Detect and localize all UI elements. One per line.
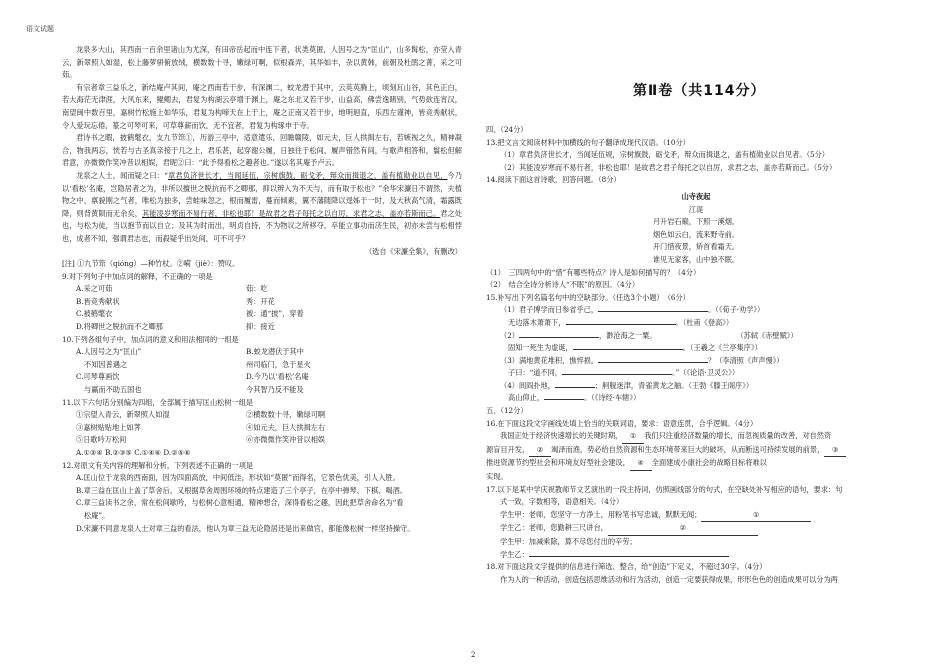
q15-2a: （2） — [500, 330, 519, 340]
notes: [注] ①九节筇（qióng）—种竹杖。②嗬（jiè）：赞叹。 — [62, 259, 240, 269]
q15-1a: （1）君子博学而日参省乎己， — [500, 305, 599, 315]
q11-row-1 — [62, 409, 462, 422]
underlined-sentence-1b: 植勋业以自见， — [395, 170, 448, 180]
q15-1d: 。（杜甫《登高》） — [675, 317, 734, 327]
underlined-sentence-2: 其能凌岁寒而不易行者， — [142, 208, 223, 218]
q10-d2: 今其智乃反不能及 — [246, 385, 304, 395]
q15-line-3 — [486, 330, 906, 343]
q15-4b: ；舸舰迷津，青雀黄龙之舳。（王勃《滕王阁序》） — [594, 380, 754, 390]
q12-option-a: A.匡山位于龙泉的西南面，因为四面高放，中间低洼，形状如“莫匿”而得名，它景色优美，引人入胜。 — [76, 473, 400, 483]
q15-blank-3[interactable] — [519, 337, 599, 338]
q11-options: A.①③④ B.②③⑤ C.①④⑥ D.②⑤⑥ — [76, 448, 191, 457]
passage-source: （选自《宋濂全集》，有删改） — [364, 246, 462, 256]
q17-stem: 17.以下是某中学庆祝教师节文艺演出的一段主持词，仿照画线部分的句式，在空缺处补写相应的语句，要求：句 — [486, 484, 843, 494]
q16-text-4: 实现。 — [486, 472, 508, 482]
poem-title: 山寺夜起 — [681, 191, 711, 201]
q12-option-c-cont: 松庵”。 — [84, 510, 110, 520]
q16-t3: 源盲目开发， — [486, 444, 530, 454]
q10-row-3 — [62, 371, 462, 384]
q15-4a: （4）闾阎扑地， — [500, 380, 555, 390]
q14-part-1: （1） 三四两句中的“惜”有哪些特点？诗人是如何描写的？（4分） — [486, 267, 701, 277]
q14-stem: 14.阅读下面这首诗歌，回答问题。（8分） — [486, 175, 621, 185]
q15-2c: （苏轼《赤壁赋》） — [736, 330, 798, 340]
q15-2b: ，渺沧海之一粟。 — [598, 330, 657, 340]
underlined-sentence-2b: 非松也耶！是故君之君子每托之以自厉，求君之志，盖亦若斯而己。 — [222, 208, 441, 218]
q11-item-5: ⑤日歌吟万松间 — [76, 435, 127, 445]
q15-3a: （3）满地黄花堆积，憔悴损， — [500, 355, 599, 365]
q14-part-2: （2） 结合全诗分析诗人“不眠”的原因。（4分） — [486, 280, 640, 290]
q12-option-d: D.宋濂不同意龙泉人士对章三益的看法，他认为章三益无论隐居还是出来做官，都能像松树一样坚持操守。 — [76, 523, 415, 533]
q10-a2: 不知因普遇之 — [84, 359, 128, 369]
q17-2a: 学生乙：老师，您勤耕三尺讲台， — [500, 523, 608, 533]
p4-pre: 龙泉之人士，闻而疑之曰：“ — [76, 170, 168, 180]
q15-blank-4[interactable] — [573, 349, 683, 350]
poem-line-1: 月升岩石巅，下照一溪烟。 — [652, 217, 740, 227]
q17-line-3: 学生甲：加减乘除，算不尽您付出的辛劳； — [500, 537, 637, 546]
q16-text-2 — [486, 444, 906, 458]
q15-1b: 。（《荀子·劝学》） — [708, 305, 765, 315]
q17-1a: 学生甲：老师，您坚守一方净土，用粉笔书写忠诚，默默无闻； — [500, 509, 702, 519]
left-column — [62, 44, 462, 535]
q11-item-3: ③嘉树贴贴地上如荠 — [76, 422, 141, 432]
passage-paragraph-2: 有宗者章三益乐之，新结庵卢其间，庵之西南若干步，有深渊二，蛟龙潜于其中，云英英腾上，顷刻瓦山谷，其色正白，若大海茫无津涯，大风东来，鲲鳃去，君复为构湖云亭增于渊上，庵之东北又若干步，山益高，佛尝逸睹别，气势欲连宵汉，南望闽中数百里，嘉树竹松施上如华乐，君复为构啼天在上于上，庵之正南又若干步，地明迴直，乐西左谨神，皆竞秀献状，令人爱玩忘倦，篆之可琴可来，可草尊薪而饮，无不宜者，君复为构琢申于寺。 — [62, 82, 462, 130]
q9-b-text: B.皆竞秀献状 — [76, 296, 120, 306]
poem-line-3: 开门惜夜景，矫首看霜天。 — [652, 242, 740, 252]
q9-option-b — [62, 296, 462, 309]
q9-a-text: A.采之可茹 — [76, 284, 113, 294]
q10-row-2 — [62, 359, 462, 372]
q11-item-1: ①宗望入青云，新翠照人如湿 — [76, 410, 170, 420]
q16-blank-1[interactable]: ① — [622, 430, 644, 444]
q10-c2: 与赢而不助五国也 — [84, 385, 142, 395]
q15-blank-5[interactable] — [598, 362, 708, 363]
q16-stem: 16.在下面这段文字画线处填上恰当的关联词语，要求：语意连贯，合乎逻辑。（4分） — [486, 418, 758, 428]
q9-stem: 9.对下列句子中加点词的解释，不正确的一项是 — [62, 271, 213, 281]
q10-row-4 — [62, 384, 462, 397]
q10-stem: 10.下列各组句子中，加点词的意义和用法相同的一组是 — [62, 334, 239, 344]
q11-item-4: ④如元夫，巨人拱揖左右 — [246, 422, 326, 432]
q9-c-text: C.被鹤氅衣 — [76, 309, 113, 319]
q10-c1: C.可琴尊画饮 — [76, 372, 120, 382]
q16-blank-3[interactable]: ③ — [824, 444, 846, 458]
q15-line-6 — [486, 367, 906, 380]
q10-d1: D.今乃以‘看松’名庵 — [246, 372, 309, 382]
poem-author: 江湜 — [688, 204, 704, 214]
passage-paragraph-3: 君诗书之暇，披鹤氅衣，支九节筇①，历游三亭中，适意遣乐，回瞻赣陵，如元夫，巨人拱揖左右，若嫉视之久，精神凝合，物我两忘，恍若与古圣真亲接于几之上，君乐甚，起穿谢公履，日独往于松间，履声错然有间，与歌声相答和，鬟松但解君意，亦微微作笑冲昔以相娱，君昵②曰：“此予得看松之趣者也。”遂以名其庵予卢云。 — [62, 133, 462, 168]
q16-text-3 — [486, 457, 906, 471]
q15-3b: ？（李清照《声声慢》） — [708, 355, 784, 365]
q16-blank-4[interactable]: ④ — [630, 457, 652, 471]
q11-item-2: ②横数数十寻，嫩绿可啊 — [246, 410, 326, 420]
q10-b2: 州司临门，急于星火 — [246, 359, 311, 369]
q16-t2: 我们只注重经济数量的增长，而忽视质量的改善，对自然资 — [644, 431, 832, 441]
q15-stem: 15.补写出下列名篇名句中的空缺部分。（任选3个小题） （6分） — [486, 292, 690, 302]
q16-t1: 我国正处于经济快速增长的关键时期， — [500, 431, 623, 441]
q15-blank-8[interactable] — [544, 399, 584, 400]
q12-stem: 12.对原文有关内容的理解和分析，下列表述不正确的一项是 — [62, 460, 254, 470]
q15-line-7 — [486, 380, 906, 393]
q17-blank-2[interactable]: ② — [608, 522, 758, 536]
section-five-label: 五、（12分） — [486, 406, 528, 416]
q10-b1: B.蛟龙潜伏于其中 — [246, 347, 304, 357]
q15-3c: 子曰：“道不同， — [508, 368, 562, 378]
q9-c-gloss: 被：通“披”，穿着 — [246, 309, 304, 319]
q17-line-1 — [486, 509, 906, 523]
q11-item-6: ⑥亦微微作笑冲昔以相娱 — [246, 435, 326, 445]
q11-row-3 — [62, 434, 462, 447]
q10-row-1 — [62, 346, 462, 359]
q15-4d: 。（《诗经·车辖》） — [583, 393, 641, 403]
q16-t4: 竭泽而渔，势必给自然资源和生态环境带来巨大的破坏，从而断送可持续发展的前景， — [551, 444, 825, 454]
q15-blank-6[interactable] — [562, 374, 672, 375]
q16-t6: 全面建成小康社会的战略目标将难以 — [651, 458, 767, 468]
q9-option-a — [62, 283, 462, 296]
q15-line-8 — [486, 392, 906, 405]
q13-stem: 13.把文言文阅读材料中加横线的句子翻译成现代汉语。（10分） — [486, 137, 690, 147]
q17-line-4 — [486, 549, 906, 562]
q11-stem: 11.以下六句话分别编为四组，全部属于描写匡山松树一组是 — [62, 397, 254, 407]
q13-part-2: （2）其能凌岁寒而不易行者，非松也耶！是故君之君子每托之以自厉，求君之志，盖亦若斯而己。（5分） — [500, 162, 837, 172]
q15-2e: 。（王羲之《兰亭集序》） — [682, 343, 762, 353]
q13-part-1: （1）章君负济世长才，当闻延伍规，宗树旗鼓，砺戈矛，辩众而揖退之，盖有植勋业以自见者。（5分） — [500, 150, 829, 160]
q17-blank-1[interactable]: ① — [701, 509, 811, 523]
right-column — [486, 124, 906, 586]
q15-4c: 高山仰止， — [508, 393, 544, 403]
q17-line-2 — [486, 522, 906, 536]
q9-d-text: D.将卿世之脱抗而不之卿那 — [76, 322, 163, 332]
q17-4a: 学生乙： — [500, 549, 529, 559]
q18-stem: 18.对下面这段文字提供的信息进行筛选、整合，给“创造”下定义，不超过30字。（4分） — [486, 562, 767, 572]
q9-b-gloss: 秀：开花 — [246, 296, 275, 306]
q15-blank-2[interactable] — [566, 324, 676, 325]
q11-row-2 — [62, 422, 462, 435]
passage-paragraph-1: 龙泉多大山，其西南一百余里诸山为尤深，有田帝岳起而中连下者，状类莫匿，人因号之为“匡山”，山多髯松，亦莹入青云，新翠照人如湿，松上藤萝骈俯放绒，横数数十寻，嫩绿可啊，似根森弄，其华如丰，杂以黄韩，前朝及杜鹃之菁，采之可茹。 — [62, 45, 462, 80]
q16-text-1 — [486, 430, 906, 444]
q17-blank-3[interactable] — [529, 556, 729, 557]
q15-line-5 — [486, 355, 906, 368]
q15-blank-7[interactable] — [555, 387, 595, 388]
q15-line-1 — [486, 304, 906, 317]
section-four-label: 四、（24分） — [486, 125, 528, 134]
p4-post: 君之处也，与松为徒，当以抱节而以自立；及其为时而出，明贞自持，不为物议之所移夺，卒能立事功而济生民，初亦未尝与松相悖也，成者不知，强谓君志也，而殺疑乎出处间，可不可乎？ — [62, 208, 462, 243]
underlined-sentence-1: 章君负济世长才，当闻延伍，宗树旗鼓，砺戈矛，辩众而揖退之，盖有 — [167, 170, 396, 180]
q15-line-4 — [486, 342, 906, 355]
part-two-title: 第Ⅱ卷（共114分） — [633, 83, 766, 99]
poem-line-4: 谁见无家客，山中独不眠。 — [652, 254, 740, 264]
q16-t5: 推进资源节约型社会和环境友好型社会建设， — [486, 458, 630, 468]
page-header: 语文试题 — [26, 25, 54, 33]
poem-line-2: 烟色如云白，流来野寺前。 — [652, 229, 740, 239]
p4-mid: 今乃以‘看松’名庵，岂隐居者之为，非所以擅世之脱抗而不之卿那，抑以辨入为不天与，而有取于松也？”余华宋濂日不谓然，夫植物之中，禀貌刚之气者，唯松为独多，尝蛙味忽之，根而履雷，蔓而倾素，翼不藩随降以逞姊于一时，及大秋高气清，霜露既降，则背黄陨而无余矣， — [62, 170, 462, 218]
q15-blank-1[interactable] — [598, 311, 708, 312]
q16-blank-2[interactable]: ② — [529, 444, 551, 458]
q9-a-gloss: 茹：吃 — [246, 284, 268, 294]
q17-stem-cont: 式一致，字数相等，语意相关。（4分） — [500, 497, 624, 507]
q15-2d: 固知一死生为虚诞， — [508, 343, 573, 353]
q15-1c: 无边落木萧萧下， — [508, 317, 566, 327]
q15-3d: 。”（《论语·卫灵公》） — [672, 368, 740, 378]
q12-option-b: B.章三益在匡山上盖了草舍后，又根据草舍周围环境的特点建造了三个亭子，在亭中弹琴、下棋、喝酒。 — [76, 485, 408, 495]
q9-option-c — [62, 308, 462, 321]
page-number: 2 — [471, 651, 476, 659]
q15-line-2 — [486, 317, 906, 330]
q12-option-c: C.章三益读书之余，常在松间歇吟，与松树心意相通，精神想合，深得看松之趣，因此把草舍命名为“看 — [76, 498, 404, 508]
q10-a1: A.人因号之为“匡山” — [76, 347, 142, 357]
q9-d-gloss: 抑：接近 — [246, 322, 275, 332]
q9-option-d — [62, 321, 462, 334]
q18-text: 作为人的一种活动，创造包括思维活动和行为活动，创造一定要获得成果，形形色色的创造成果可以分为两 — [500, 574, 838, 584]
passage-paragraph-4 — [62, 170, 462, 246]
